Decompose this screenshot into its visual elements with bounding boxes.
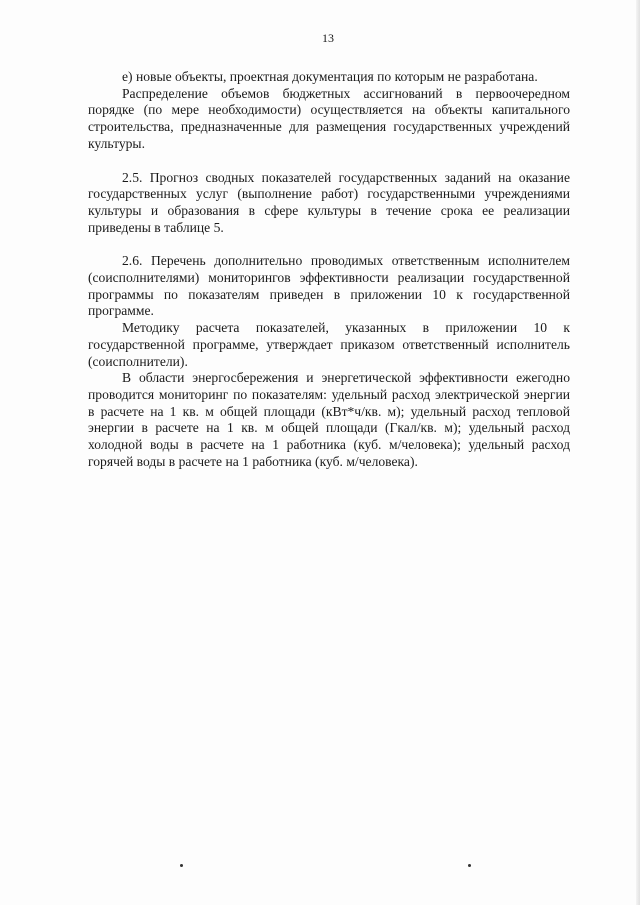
page-edge-shadow (636, 0, 640, 905)
paragraph-energy-saving: В области энергосбережения и энергетической эффективности ежегодно проводится мониторинг по показателям: удельный расход электрической энергии в расчете на 1 кв. м общей площади (кВт*ч/кв. м); удельный расход тепловой энергии в расчете на 1 кв. м общей площади (Гкал/кв. м); удельный расход холодной воды в расчете на 1 работника (куб. м/человека); удельный расход горячей воды в расчете на 1 работника (куб. м/человека). (88, 370, 570, 469)
paragraph-methodology: Методику расчета показателей, указанных в приложении 10 к государственной программе, утверждает приказом ответственный исполнитель (соисполнители). (88, 320, 570, 369)
page-number: 13 (322, 31, 334, 45)
paragraph-budget-allocation: Распределение объемов бюджетных ассигнований в первоочередном порядке (по мере необходимости) осуществляется на объекты капитального строительства, предназначенные для размещения государственных учреждений культуры. (88, 85, 570, 151)
paragraph-section-2-5: 2.5. Прогноз сводных показателей государственных заданий на оказание государственных услуг (выполнение работ) государственными учреждениями культуры и образования в сфере культуры в течение срока ее реализации приведены в таблице 5. (88, 169, 570, 235)
scan-dot-mark (180, 864, 183, 867)
paragraph-section-2-6: 2.6. Перечень дополнительно проводимых ответственным исполнителем (соисполнителями) мониторингов эффективности реализации государственной программы по показателям приведен в приложении 10 к государственной программе. (88, 253, 570, 319)
scan-dot-mark (468, 864, 471, 867)
paragraph-new-objects: е) новые объекты, проектная документация по которым не разработана. (122, 69, 538, 84)
document-body (88, 69, 570, 470)
